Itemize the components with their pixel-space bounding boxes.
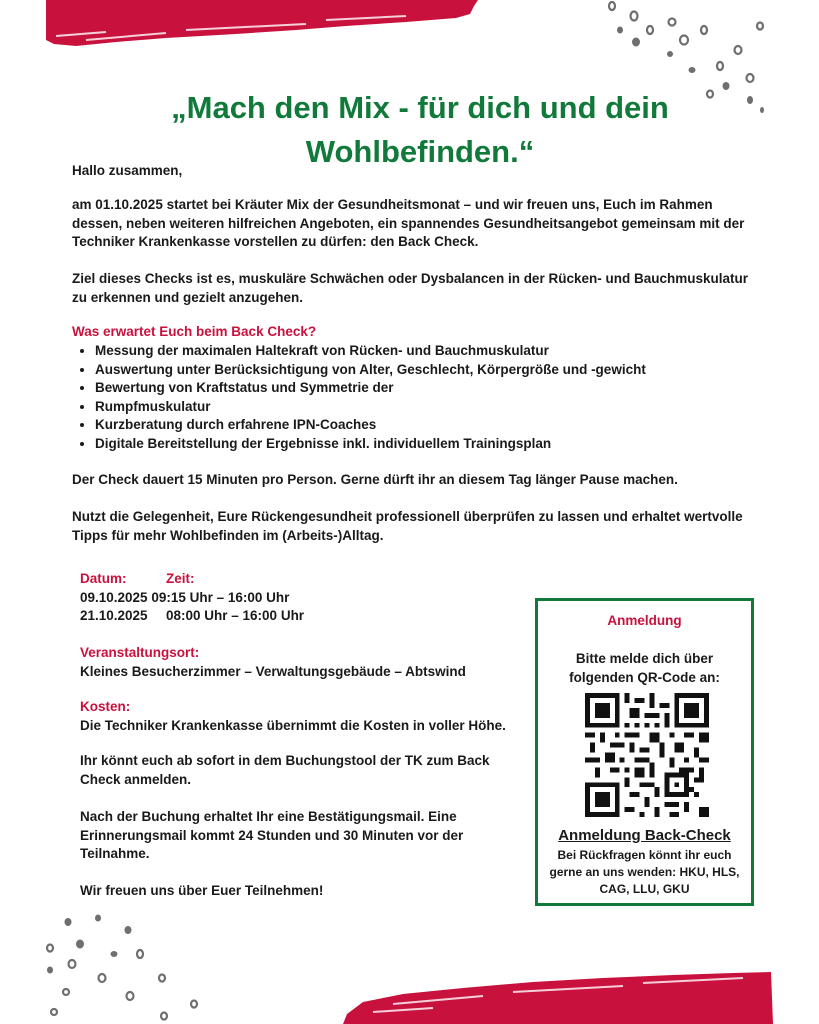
expect-heading: Was erwartet Euch beim Back Check?	[72, 324, 317, 339]
opportunity-paragraph: Nutzt die Gelegenheit, Eure Rückengesundheit professionell überprüfen zu lassen und erhaltet wertvolle Tipps für mehr Wohlbefinden im (Arbeits-)Alltag.	[72, 509, 743, 543]
qr-code[interactable]	[585, 693, 709, 817]
schedule-row	[80, 607, 520, 626]
registration-instruction: Bitte melde dich über folgenden QR-Code an:	[569, 651, 720, 685]
dot-pattern-bottom-left	[44, 908, 214, 1024]
location	[80, 644, 520, 681]
schedule-date: 09.10.2025	[80, 589, 148, 605]
schedule-time: 08:00 Uhr – 16:00 Uhr	[166, 608, 305, 623]
intro-paragraph: am 01.10.2025 startet bei Kräuter Mix der Gesundheitsmonat – und wir freuen uns, Euch im Rahmen dessen, neben weiteren hilfreichen Angeboten, ein spannendes Gesundheitsangebot gemeinsam mit der Techniker Krankenkasse vorstellen zu dürfen: den Back Check.	[72, 197, 745, 249]
costs	[80, 698, 520, 735]
list-item: • Bewertung von Kraftstatus und Symmetrie der	[95, 379, 755, 398]
list-item: • Digitale Bereitstellung der Ergebnisse inkl. individuellem Trainingsplan	[95, 435, 755, 454]
list-item: • Messung der maximalen Haltekraft von Rücken- und Bauchmuskulatur	[95, 342, 755, 361]
page-title	[120, 86, 720, 174]
costs-value: Die Techniker Krankenkasse übernimmt die Kosten in voller Höhe.	[80, 717, 506, 733]
location-label: Veranstaltungsort:	[80, 645, 200, 660]
title-line-2: Wohlbefinden.“	[305, 134, 535, 169]
location-value: Kleines Besucherzimmer – Verwaltungsgebäude – Abtswind	[80, 663, 466, 679]
duration-paragraph: Der Check dauert 15 Minuten pro Person. Gerne dürft ihr an diesem Tag länger Pause machen.	[72, 472, 678, 487]
schedule-date: 21.10.2025	[80, 608, 148, 623]
schedule-time: 09:15 Uhr – 16:00 Uhr	[151, 589, 290, 605]
list-item: • Kurzberatung durch erfahrene IPN-Coaches	[95, 416, 755, 435]
greeting: Hallo zusammen,	[72, 163, 183, 178]
schedule-row	[80, 589, 520, 608]
schedule	[80, 570, 520, 626]
confirmation-paragraph: Nach der Buchung erhaltet Ihr eine Bestätigungsmail. Eine Erinnerungsmail kommt 24 Stunden und 30 Minuten vor der Teilnahme.	[80, 809, 464, 861]
booking-paragraph: Ihr könnt euch ab sofort in dem Buchungstool der TK zum Back Check anmelden.	[80, 753, 490, 787]
list-item: • Auswertung unter Berücksichtigung von Alter, Geschlecht, Körpergröße und -gewicht	[95, 361, 755, 380]
closing-line: Wir freuen uns über Euer Teilnehmen!	[80, 883, 324, 898]
expect-list	[72, 342, 755, 453]
schedule-header	[80, 570, 520, 589]
time-label: Zeit:	[166, 571, 195, 586]
registration-link[interactable]: Anmeldung Back-Check	[558, 827, 731, 844]
bottom-brush-stroke	[343, 968, 773, 1024]
goal-paragraph: Ziel dieses Checks ist es, muskuläre Schwächen oder Dysbalancen in der Rücken- und Bauchmuskulatur zu erkennen und gezielt anzugehen.	[72, 271, 748, 305]
registration-title: Anmeldung	[607, 613, 682, 628]
registration-box	[535, 598, 754, 906]
list-item: • Rumpfmuskulatur	[95, 398, 755, 417]
title-line-1: „Mach den Mix - für dich und dein	[171, 90, 669, 125]
top-brush-stroke	[46, 0, 478, 48]
registration-contact: Bei Rückfragen könnt ihr euch gerne an uns wenden: HKU, HLS, CAG, LLU, GKU	[549, 848, 740, 896]
date-label: Datum:	[80, 571, 127, 586]
costs-label: Kosten:	[80, 699, 131, 714]
